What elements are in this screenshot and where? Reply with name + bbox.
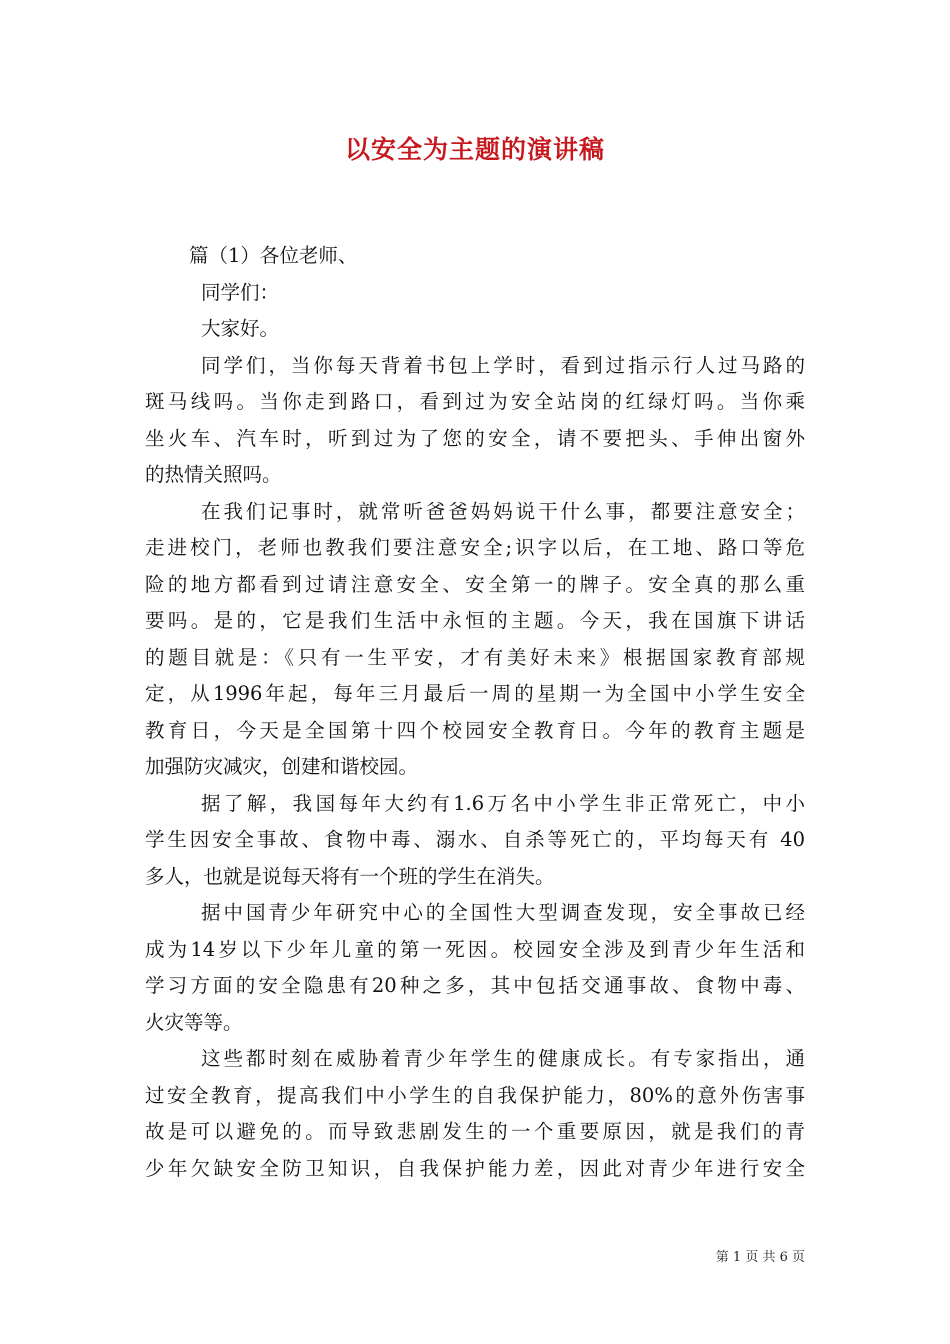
document-body [145, 238, 805, 1187]
text-line: 过安全教育，提高我们中小学生的自我保护能力，80%的意外伤害事 [145, 1083, 805, 1107]
text-line: 走进校门，老师也教我们要注意安全;识字以后，在工地、路口等危 [145, 536, 805, 559]
text-line: 险的地方都看到过请注意安全、安全第一的牌子。安全真的那么重 [145, 572, 805, 596]
text-line: 多人，也就是说每天将有一个班的学生在消失。 [145, 864, 555, 888]
text-line: 斑马线吗。当你走到路口，看到过为安全站岗的红绿灯吗。当你乘 [145, 390, 805, 413]
text-line: 教育日，今天是全国第十四个校园安全教育日。今年的教育主题是 [145, 718, 805, 742]
text-line: 成为14岁以下少年儿童的第一死因。校园安全涉及到青少年生活和 [145, 937, 805, 961]
text-line: 篇（1）各位老师、 [189, 244, 358, 267]
text-line: 的题目就是：《只有一生平安，才有美好未来》根据国家教育部规 [145, 645, 805, 669]
text-line: 故是可以避免的。而导致悲剧发生的一个重要原因，就是我们的青 [145, 1120, 805, 1143]
page-number-footer: 第 1 页 共 6 页 [715, 1250, 805, 1265]
text-line: 学生因安全事故、食物中毒、溺水、自杀等死亡的，平均每天有 40 [145, 828, 805, 851]
document-title: 以安全为主题的演讲稿 [344, 135, 605, 164]
text-line: 的热情关照吗。 [145, 463, 282, 486]
text-line: 在我们记事时，就常听爸爸妈妈说干什么事，都要注意安全； [201, 499, 805, 523]
text-line: 这些都时刻在威胁着青少年学生的健康成长。有专家指出，通 [201, 1047, 805, 1070]
text-line: 据了解，我国每年大约有1.6万名中小学生非正常死亡，中小 [201, 791, 805, 815]
text-line: 坐火车、汽车时，听到过为了您的安全，请不要把头、手伸出窗外 [145, 426, 805, 450]
text-line: 加强防灾减灾，创建和谐校园。 [145, 755, 419, 778]
text-line: 要吗。是的，它是我们生活中永恒的主题。今天，我在国旗下讲话 [145, 609, 805, 632]
text-line: 同学们，当你每天背着书包上学时，看到过指示行人过马路的 [201, 353, 805, 377]
text-line: 学习方面的安全隐患有20种之多，其中包括交通事故、食物中毒、 [145, 974, 805, 997]
text-line: 火灾等等。 [145, 1010, 243, 1034]
text-line: 同学们： [201, 280, 280, 304]
text-line: 大家好。 [201, 317, 280, 340]
text-line: 少年欠缺安全防卫知识，自我保护能力差，因此对青少年进行安全 [145, 1156, 805, 1180]
text-line: 据中国青少年研究中心的全国性大型调查发现，安全事故已经 [201, 901, 805, 924]
text-line: 定，从1996年起，每年三月最后一周的星期一为全国中小学生安全 [145, 682, 805, 705]
